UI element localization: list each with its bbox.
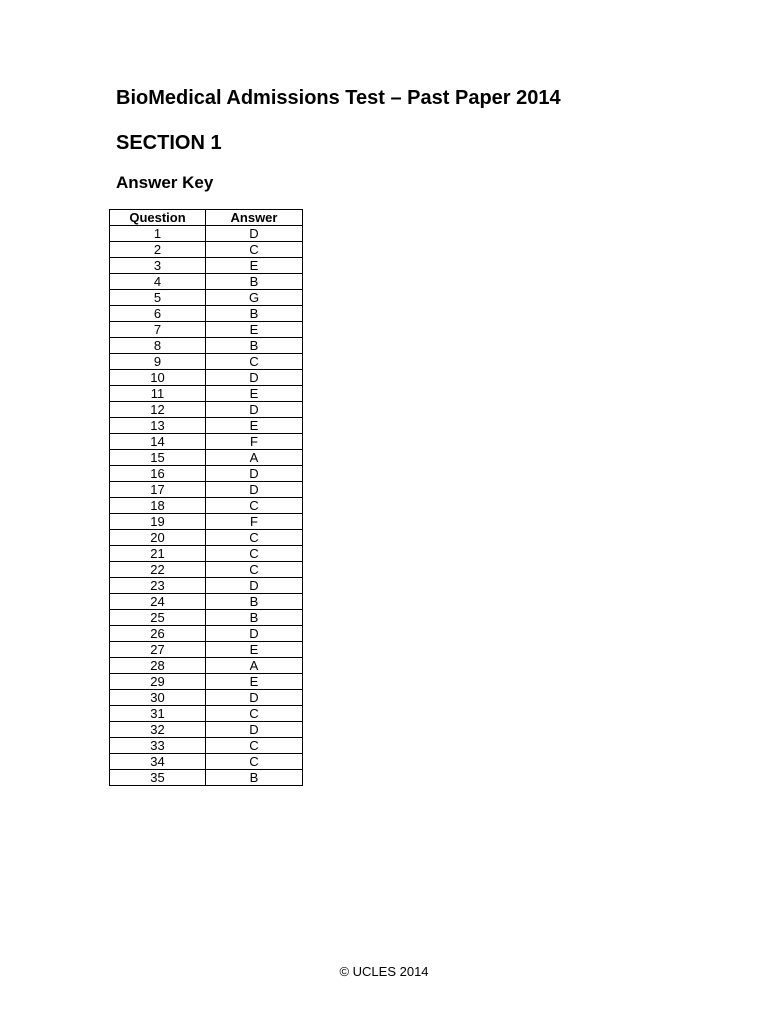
answer-cell: D [206,578,303,594]
table-row [110,274,303,290]
answer-cell: D [206,466,303,482]
table-row [110,418,303,434]
table-row [110,770,303,786]
table-row [110,578,303,594]
answer-cell: C [206,530,303,546]
table-row [110,338,303,354]
answer-cell: B [206,594,303,610]
answer-cell: A [206,658,303,674]
question-number-cell: 34 [110,754,206,770]
question-number-cell: 24 [110,594,206,610]
table-row [110,674,303,690]
question-number-cell: 11 [110,386,206,402]
table-row [110,226,303,242]
answer-cell: B [206,610,303,626]
question-number-cell: 19 [110,514,206,530]
question-number-cell: 2 [110,242,206,258]
answer-column-header: Answer [206,210,303,226]
table-row [110,402,303,418]
answer-cell: B [206,274,303,290]
table-row [110,610,303,626]
question-number-cell: 8 [110,338,206,354]
question-number-cell: 3 [110,258,206,274]
copyright-footer: © UCLES 2014 [339,964,429,979]
question-number-cell: 29 [110,674,206,690]
table-row [110,530,303,546]
answer-key-rows [110,226,303,786]
question-number-cell: 26 [110,626,206,642]
question-number-cell: 13 [110,418,206,434]
table-row [110,386,303,402]
table-row [110,514,303,530]
answer-cell: C [206,546,303,562]
question-number-cell: 14 [110,434,206,450]
answer-cell: D [206,402,303,418]
answer-cell: D [206,690,303,706]
table-row [110,722,303,738]
table-row [110,482,303,498]
answer-cell: D [206,626,303,642]
question-number-cell: 28 [110,658,206,674]
table-header-row [110,210,303,226]
answer-cell: G [206,290,303,306]
answer-cell: E [206,386,303,402]
table-row [110,658,303,674]
answer-key-heading: Answer Key [116,173,214,192]
question-number-cell: 15 [110,450,206,466]
answer-cell: B [206,338,303,354]
answer-cell: B [206,306,303,322]
question-number-cell: 21 [110,546,206,562]
question-number-cell: 27 [110,642,206,658]
question-number-cell: 16 [110,466,206,482]
table-row [110,690,303,706]
answer-cell: E [206,322,303,338]
answer-cell: D [206,482,303,498]
question-number-cell: 31 [110,706,206,722]
answer-cell: E [206,674,303,690]
table-row [110,450,303,466]
table-row [110,322,303,338]
question-number-cell: 6 [110,306,206,322]
page-title: BioMedical Admissions Test – Past Paper 2014 [116,87,561,109]
answer-cell: C [206,498,303,514]
answer-cell: C [206,242,303,258]
question-number-cell: 1 [110,226,206,242]
answer-cell: E [206,642,303,658]
question-number-cell: 12 [110,402,206,418]
answer-cell: C [206,354,303,370]
question-number-cell: 18 [110,498,206,514]
table-row [110,354,303,370]
table-row [110,434,303,450]
table-row [110,290,303,306]
question-number-cell: 25 [110,610,206,626]
question-column-header: Question [110,210,206,226]
table-row [110,642,303,658]
table-row [110,258,303,274]
answer-cell: D [206,226,303,242]
table-row [110,498,303,514]
question-number-cell: 30 [110,690,206,706]
answer-cell: C [206,754,303,770]
table-row [110,594,303,610]
table-row [110,562,303,578]
answer-cell: A [206,450,303,466]
question-number-cell: 17 [110,482,206,498]
answer-cell: F [206,434,303,450]
answer-cell: C [206,562,303,578]
answer-cell: B [206,770,303,786]
question-number-cell: 32 [110,722,206,738]
question-number-cell: 35 [110,770,206,786]
answer-cell: E [206,418,303,434]
table-row [110,306,303,322]
answer-cell: C [206,738,303,754]
section-heading: SECTION 1 [116,132,222,154]
answer-cell: C [206,706,303,722]
question-number-cell: 10 [110,370,206,386]
table-row [110,738,303,754]
table-row [110,242,303,258]
answer-cell: D [206,722,303,738]
table-row [110,370,303,386]
question-number-cell: 9 [110,354,206,370]
table-row [110,466,303,482]
answer-key-table [109,209,303,786]
question-number-cell: 33 [110,738,206,754]
question-number-cell: 23 [110,578,206,594]
answer-cell: D [206,370,303,386]
answer-cell: E [206,258,303,274]
question-number-cell: 5 [110,290,206,306]
question-number-cell: 20 [110,530,206,546]
table-row [110,754,303,770]
table-row [110,546,303,562]
question-number-cell: 22 [110,562,206,578]
answer-cell: F [206,514,303,530]
table-row [110,706,303,722]
question-number-cell: 7 [110,322,206,338]
table-row [110,626,303,642]
question-number-cell: 4 [110,274,206,290]
